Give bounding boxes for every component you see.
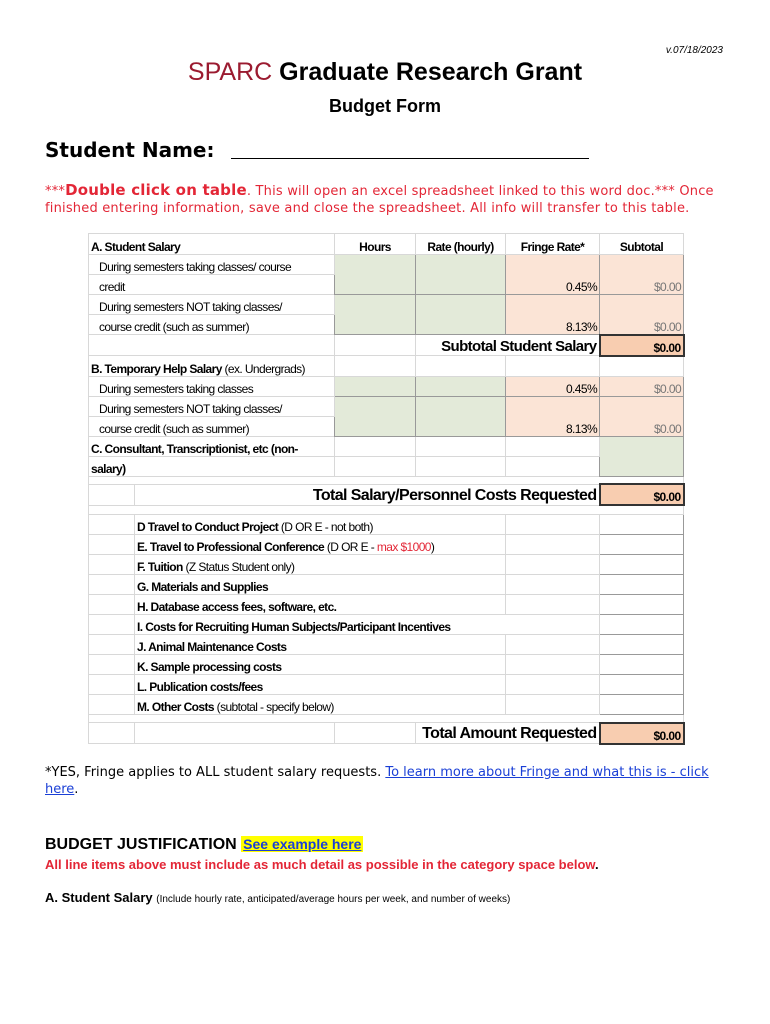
b-row2-rate[interactable]	[416, 396, 506, 436]
c-amount[interactable]	[600, 436, 684, 476]
a-row2-hours[interactable]	[335, 295, 416, 335]
brand-name: SPARC	[187, 58, 273, 86]
e-amount[interactable]	[600, 535, 684, 555]
e-label	[135, 535, 506, 555]
header-fringe: Fringe Rate*	[506, 234, 600, 255]
g-amount[interactable]	[600, 575, 684, 595]
a-row2-label-cont: course credit (such as summer)	[89, 315, 335, 335]
j-label: J. Animal Maintenance Costs	[135, 635, 506, 655]
i-label: I. Costs for Recruiting Human Subjects/Participant Incentives	[135, 615, 600, 635]
b-row1-hours[interactable]	[335, 376, 416, 396]
header-student-salary: A. Student Salary	[89, 234, 335, 255]
c-label: C. Consultant, Transcriptionist, etc (non-	[89, 436, 335, 456]
instructions	[45, 182, 725, 217]
header-hours: Hours	[335, 234, 416, 255]
c-label-cont: salary)	[89, 456, 335, 476]
e-label-max: max $1000	[376, 540, 431, 554]
b-row1-rate[interactable]	[416, 376, 506, 396]
a-row1-label: During semesters taking classes/ course	[89, 255, 335, 275]
b-label	[89, 356, 335, 377]
a-row1-fringe: 0.45%	[506, 255, 600, 295]
k-label: K. Sample processing costs	[135, 655, 506, 675]
b-row1-subtotal: $0.00	[600, 376, 684, 396]
k-amount[interactable]	[600, 655, 684, 675]
l-label: L. Publication costs/fees	[135, 675, 506, 695]
a-row2-subtotal: $0.00	[600, 295, 684, 335]
f-amount[interactable]	[600, 555, 684, 575]
fringe-footnote	[45, 764, 735, 798]
a-row2-fringe: 8.13%	[506, 295, 600, 335]
instructions-bold: Double click on table	[65, 181, 247, 199]
page-subtitle: Budget Form	[329, 96, 441, 116]
student-salary-hint: (Include hourly rate, anticipated/average hours per week, and number of weeks)	[156, 894, 511, 905]
note-text: All line items above must include as much detail as possible in the category space below	[45, 857, 596, 872]
h-label: H. Database access fees, software, etc.	[135, 595, 506, 615]
f-label-rest: (Z Status Student only)	[182, 560, 295, 574]
d-label	[135, 515, 506, 535]
instructions-text: . This will open an excel spreadsheet linked to this word doc.*** Once finished entering information, save and close the spreadsheet. All info will transfer to this table.	[45, 184, 714, 216]
b-row1-label: During semesters taking classes	[89, 376, 335, 396]
instructions-prefix: ***	[45, 184, 66, 199]
f-label	[135, 555, 506, 575]
g-label: G. Materials and Supplies	[135, 575, 506, 595]
a-row1-label-cont: credit	[89, 275, 335, 295]
a-row1-rate[interactable]	[416, 255, 506, 295]
subtotal-student-salary-label: Subtotal Student Salary	[416, 335, 600, 356]
f-label-bold: F. Tuition	[137, 560, 183, 574]
j-amount[interactable]	[600, 635, 684, 655]
a-row2-rate[interactable]	[416, 295, 506, 335]
footnote-text: *YES, Fringe applies to ALL student salary requests.	[45, 765, 386, 780]
m-label-bold: M. Other Costs	[137, 700, 214, 714]
b-row2-label-cont: course credit (such as summer)	[89, 416, 335, 436]
e-label-end: )	[430, 540, 435, 554]
total-amount-value: $0.00	[600, 723, 684, 744]
i-amount[interactable]	[600, 615, 684, 635]
b-row2-hours[interactable]	[335, 396, 416, 436]
total-salary-label: Total Salary/Personnel Costs Requested	[135, 484, 600, 505]
l-amount[interactable]	[600, 675, 684, 695]
b-row1-fringe: 0.45%	[506, 376, 600, 396]
a-row1-subtotal: $0.00	[600, 255, 684, 295]
header-rate: Rate (hourly)	[416, 234, 506, 255]
m-amount[interactable]	[600, 695, 684, 715]
subtotal-student-salary-value: $0.00	[600, 335, 684, 356]
d-label-bold: D Travel to Conduct Project	[137, 520, 279, 534]
header-subtotal: Subtotal	[600, 234, 684, 255]
student-name-label: Student Name:	[45, 138, 215, 162]
note-end: .	[595, 857, 599, 872]
a-row1-hours[interactable]	[335, 255, 416, 295]
title-text: Graduate Research Grant	[279, 58, 583, 86]
b-row2-label: During semesters NOT taking classes/	[89, 396, 335, 416]
d-label-rest: (D OR E - not both)	[278, 520, 373, 534]
fringe-info-link[interactable]: To learn more about Fringe and what this is - click here	[45, 765, 709, 797]
d-amount[interactable]	[600, 515, 684, 535]
total-amount-label: Total Amount Requested	[416, 723, 600, 744]
student-salary-label: A. Student Salary	[45, 890, 153, 905]
budget-justification-note	[45, 857, 599, 872]
see-example-link[interactable]: See example here	[243, 836, 362, 852]
budget-table[interactable]	[88, 233, 683, 763]
page-title	[0, 58, 770, 87]
e-label-bold: E. Travel to Professional Conference	[137, 540, 325, 554]
h-amount[interactable]	[600, 595, 684, 615]
footnote-end: .	[74, 782, 79, 797]
budget-justification-title: BUDGET JUSTIFICATION	[45, 836, 237, 853]
version-label: v.07/18/2023	[665, 45, 723, 56]
e-label-rest: (D OR E -	[324, 540, 377, 554]
total-salary-value: $0.00	[600, 484, 684, 505]
student-name-field[interactable]	[231, 158, 589, 159]
student-salary-section	[45, 890, 510, 905]
a-row2-label: During semesters NOT taking classes/	[89, 295, 335, 315]
b-label-rest: (ex. Undergrads)	[221, 361, 305, 376]
b-row2-subtotal: $0.00	[600, 396, 684, 436]
b-label-bold: B. Temporary Help Salary	[91, 361, 222, 376]
m-label	[135, 695, 506, 715]
budget-justification-heading	[45, 836, 363, 854]
m-label-rest: (subtotal - specify below)	[213, 700, 334, 714]
b-row2-fringe: 8.13%	[506, 396, 600, 436]
